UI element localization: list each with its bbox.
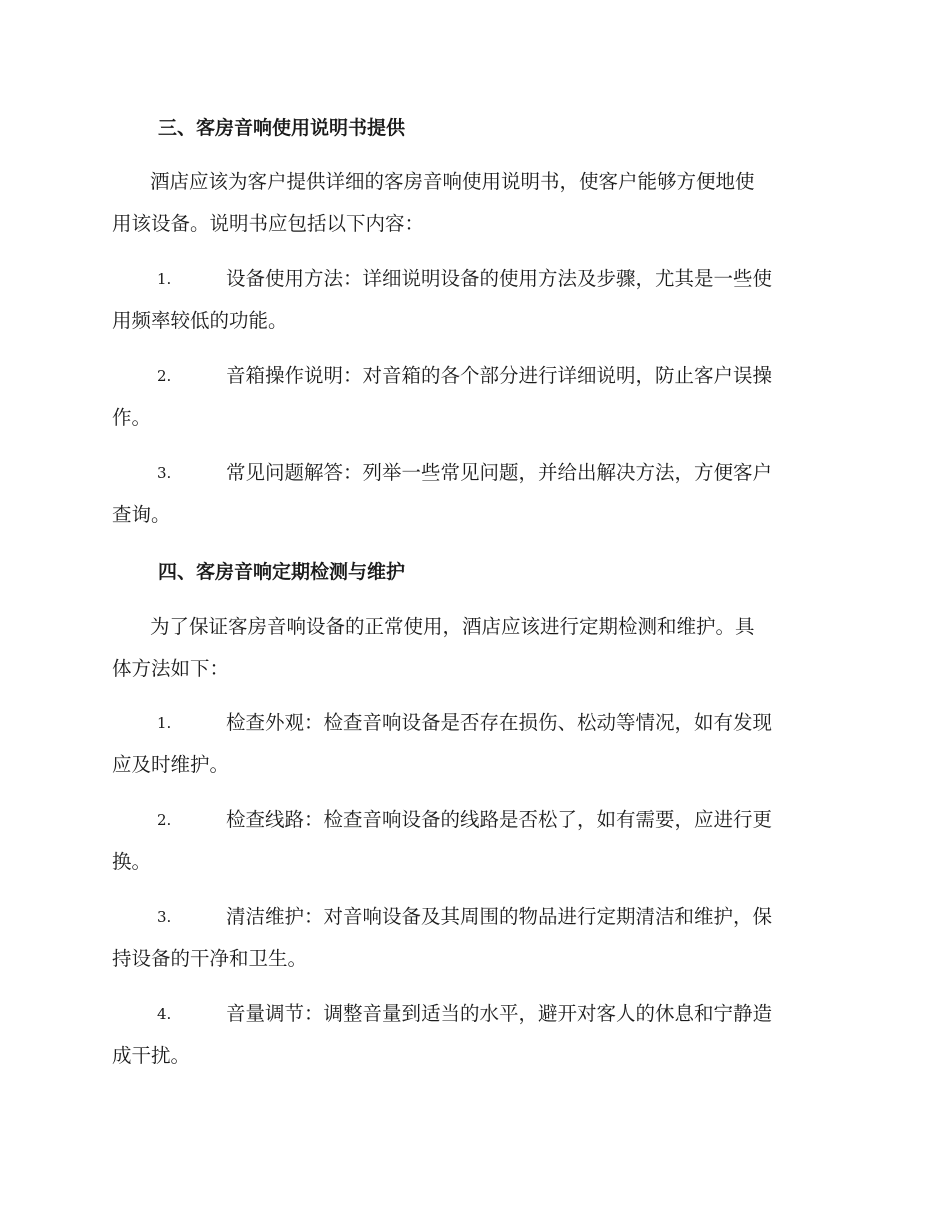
section-heading: 三、客房音响使用说明书提供 xyxy=(158,117,406,139)
list-item-continuation: 成干扰。 xyxy=(112,1044,191,1067)
list-item xyxy=(112,702,834,744)
list-item-number: 1. xyxy=(157,270,172,288)
list-item-number: 3. xyxy=(157,464,172,482)
list-item-text: 音箱操作说明：对音箱的各个部分进行详细说明，防止客户误操 xyxy=(226,364,773,387)
section-intro-line1: 为了保证客房音响设备的正常使用，酒店应该进行定期检测和维护。具 xyxy=(150,615,755,638)
list-item-text: 检查线路：检查音响设备的线路是否松了，如有需要，应进行更 xyxy=(226,808,773,831)
list-item xyxy=(112,355,834,397)
section-heading: 四、客房音响定期检测与维护 xyxy=(158,561,406,583)
list-item-number: 1. xyxy=(157,714,172,732)
list-item xyxy=(112,258,834,300)
list-item-text: 设备使用方法：详细说明设备的使用方法及步骤，尤其是一些使 xyxy=(226,267,773,290)
list-item-number: 3. xyxy=(157,908,172,926)
section-intro-line2: 用该设备。说明书应包括以下内容： xyxy=(112,212,425,235)
list-item-continuation: 应及时维护。 xyxy=(112,753,230,776)
list-item-text: 清洁维护：对音响设备及其周围的物品进行定期清洁和维护，保 xyxy=(226,905,773,928)
list-item-continuation: 换。 xyxy=(112,850,152,873)
list-item-text: 检查外观：检查音响设备是否存在损伤、松动等情况，如有发现 xyxy=(226,711,773,734)
list-item xyxy=(112,896,834,938)
list-item-continuation: 查询。 xyxy=(112,503,171,526)
list-item xyxy=(112,993,834,1035)
list-item-continuation: 作。 xyxy=(112,406,152,429)
list-item-number: 4. xyxy=(157,1005,172,1023)
list-item-text: 音量调节：调整音量到适当的水平，避开对客人的休息和宁静造 xyxy=(226,1002,773,1025)
list-item xyxy=(112,452,834,494)
list-item-text: 常见问题解答：列举一些常见问题，并给出解决方法，方便客户 xyxy=(226,461,773,484)
list-item-continuation: 用频率较低的功能。 xyxy=(112,309,288,332)
section-intro-line2: 体方法如下： xyxy=(112,657,230,680)
list-item-number: 2. xyxy=(157,367,172,385)
list-item-number: 2. xyxy=(157,811,172,829)
list-item-continuation: 持设备的干净和卫生。 xyxy=(112,947,308,970)
list-item xyxy=(112,799,834,841)
section-intro-line1: 酒店应该为客户提供详细的客房音响使用说明书，使客户能够方便地使 xyxy=(150,170,755,193)
